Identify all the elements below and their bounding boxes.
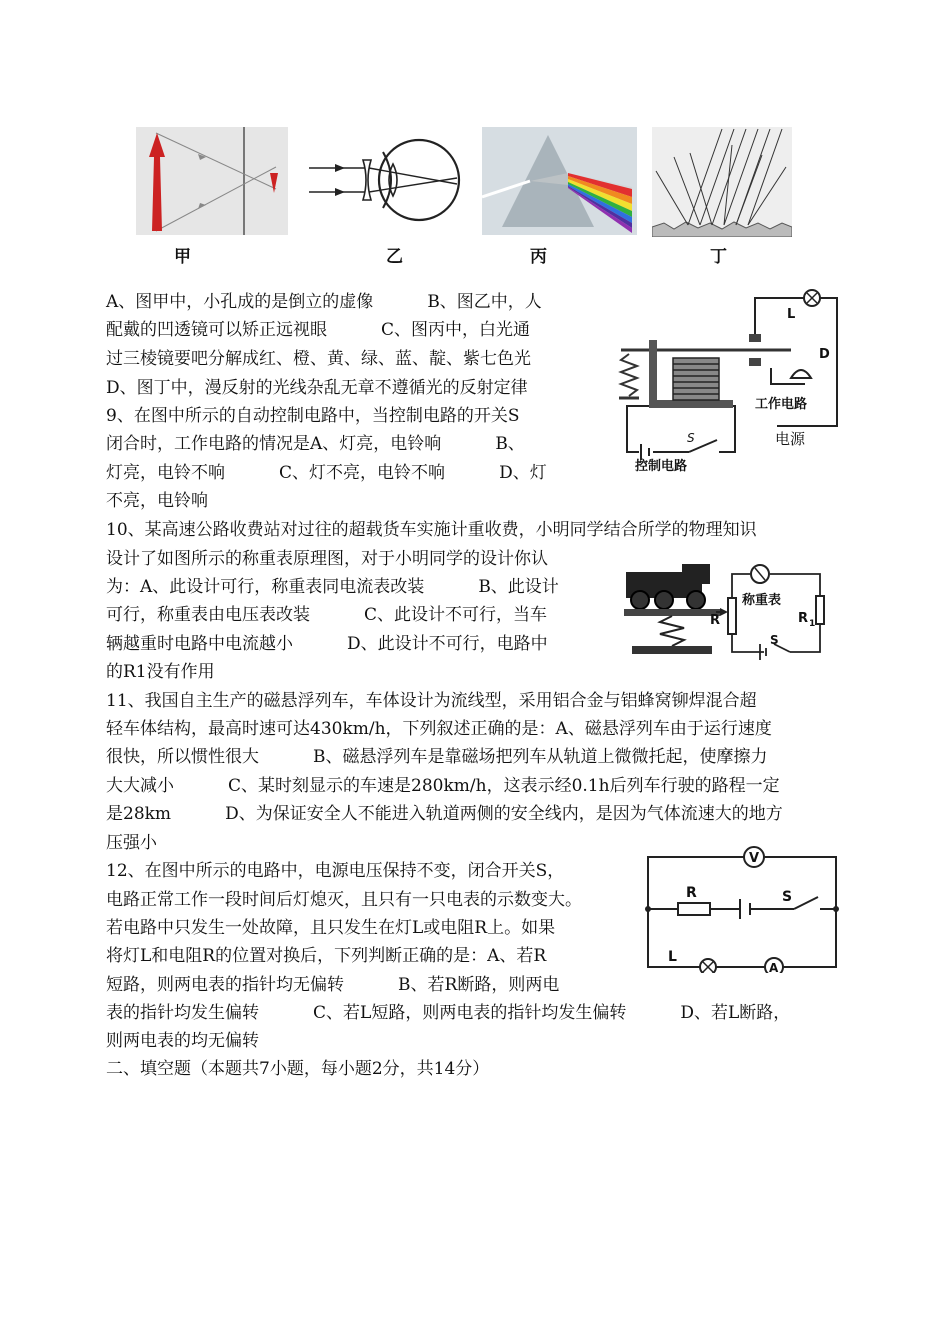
text-line: 表的指针均发生偏转 C、若L短路，则两电表的指针均发生偏转 D、若L断路，	[106, 1003, 791, 1023]
c12-resistor-label: R	[686, 885, 697, 901]
text-line: 的R1没有作用	[106, 662, 215, 682]
weighing-scale-diagram	[620, 556, 830, 662]
text-line: D、图丁中，漫反射的光线杂乱无章不遵循光的反射定律	[106, 378, 528, 398]
text-line: 辆越重时电路中电流越小 D、此设计不可行，电路中	[106, 634, 548, 654]
text-line: 可行，称重表由电压表改装 C、此设计不可行，当车	[106, 605, 548, 625]
text-line: 则两电表的均无偏转	[106, 1031, 259, 1051]
text-line: 12、在图中所示的电路中，电源电压保持不变，闭合开关S，	[106, 861, 565, 881]
c12-switch-label: S	[782, 889, 793, 905]
scale-switch-label: S	[770, 633, 779, 647]
text-line: 大大减小 C、某时刻显示的车速是280km/h，这表示经0.1h后列车行驶的路程一定	[106, 776, 780, 796]
work-circuit-label: 工作电路	[755, 397, 808, 412]
text-line: 配戴的凹透镜可以矫正远视眼 C、图丙中，白光通	[106, 320, 531, 340]
text-line: 过三棱镜要吧分解成红、橙、黄、绿、蓝、靛、紫七色光	[106, 349, 531, 369]
text-line: 若电路中只发生一处故障，且只发生在灯L或电阻R上。如果	[106, 918, 556, 938]
c12-lamp-label: L	[668, 949, 677, 965]
section-heading: 二、填空题（本题共7小题，每小题2分，共14分）	[106, 1059, 490, 1079]
text-line: 闭合时，工作电路的情况是A、灯亮，电铃响 B、	[106, 434, 525, 454]
figure-ding-diffuse-reflection	[652, 127, 792, 237]
relay-bell-label: D	[819, 347, 830, 362]
text-line: A、图甲中，小孔成的是倒立的虚像 B、图乙中，人	[106, 292, 542, 312]
q12-circuit-diagram	[644, 843, 840, 973]
text-line: 电路正常工作一段时间后灯熄灭，且只有一只电表的示数变大。	[106, 890, 582, 910]
figure-bing-prism	[482, 127, 637, 235]
relay-control-circuit-diagram	[615, 288, 847, 474]
caption-ding: 丁	[710, 247, 727, 267]
caption-yi: 乙	[386, 247, 403, 267]
scale-r1-subscript: 1	[809, 619, 816, 629]
voltmeter-label: V	[749, 851, 760, 866]
text-line: 将灯L和电阻R的位置对换后，下列判断正确的是：A、若R	[106, 946, 547, 966]
text-line: 10、某高速公路收费站对过往的超载货车实施计重收费，小明同学结合所学的物理知识	[106, 520, 757, 540]
text-line: 短路，则两电表的指针均无偏转 B、若R断路，则两电	[106, 975, 560, 995]
text-line: 轻车体结构，最高时速可达430km/h，下列叙述正确的是：A、磁悬浮列车由于运行速度	[106, 719, 772, 739]
figure-yi-eye-lens	[305, 132, 465, 232]
text-line: 为：A、此设计可行，称重表同电流表改装 B、此设计	[106, 577, 559, 597]
relay-lamp-label: L	[787, 307, 796, 322]
text-line: 不亮，电铃响	[106, 491, 208, 511]
meter-label: 称重表	[742, 593, 782, 608]
text-line: 是28km D、为保证安全人不能进入轨道两侧的安全线内，是因为气体流速大的地方	[106, 804, 783, 824]
figure-jia-pinhole	[136, 127, 288, 235]
truck-icon	[626, 564, 710, 609]
caption-jia: 甲	[174, 247, 191, 267]
caption-bing: 丙	[530, 247, 547, 267]
text-line: 设计了如图所示的称重表原理图，对于小明同学的设计你认	[106, 549, 548, 569]
text-line: 9、在图中所示的自动控制电路中，当控制电路的开关S	[106, 406, 520, 426]
text-line: 压强小	[106, 833, 157, 853]
power-label: 电源	[775, 430, 806, 448]
ammeter-label: A	[769, 961, 779, 973]
scale-r1-label: R	[798, 611, 809, 626]
text-line: 很快，所以惯性很大 B、磁悬浮列车是靠磁场把列车从轨道上微微托起，使摩擦力	[106, 747, 768, 767]
text-line: 灯亮，电铃不响 C、灯不亮，电铃不响 D、灯	[106, 463, 547, 483]
control-circuit-label: 控制电路	[635, 459, 688, 474]
relay-switch-label: S	[687, 431, 695, 445]
scale-r-label: R	[710, 613, 721, 628]
text-line: 11、我国自主生产的磁悬浮列车，车体设计为流线型，采用铝合金与铝蜂窝铆焊混合超	[106, 691, 757, 711]
